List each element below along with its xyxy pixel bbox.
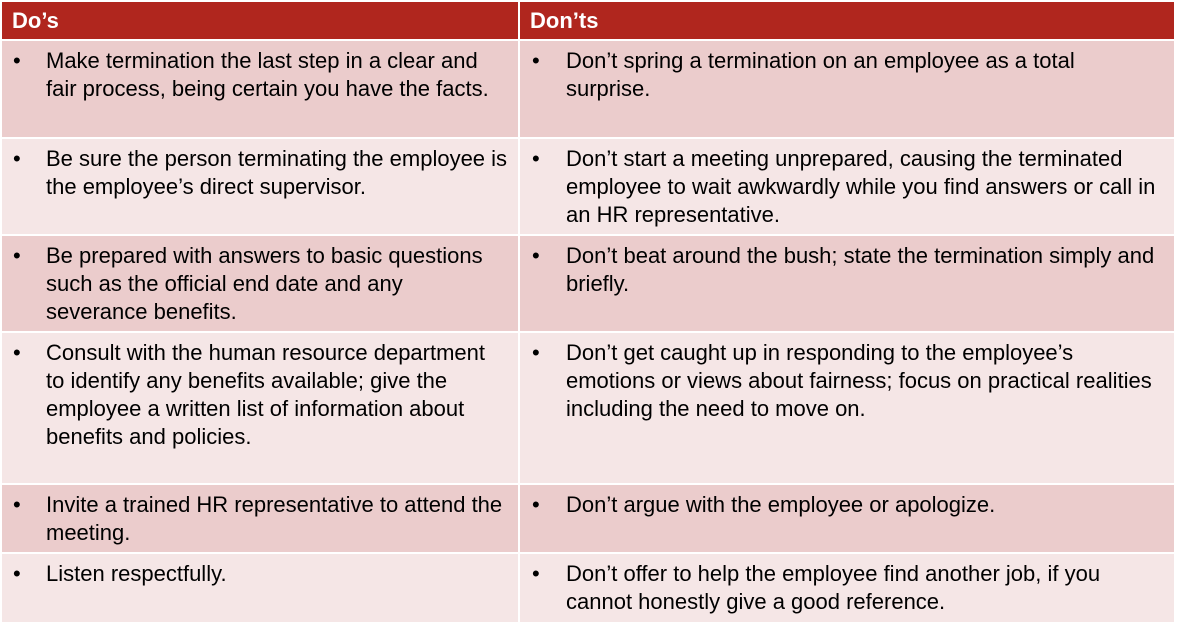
do-cell-6	[2, 554, 518, 622]
bullet-icon: •	[13, 243, 21, 268]
dont-cell-4	[520, 333, 1174, 483]
dos-donts-table	[2, 2, 1172, 622]
bullet-icon: •	[13, 492, 21, 517]
dont-text-1: Don’t spring a termination on an employee as a total surprise.	[566, 48, 1075, 101]
bullet-icon: •	[532, 243, 540, 268]
dont-text-4: Don’t get caught up in responding to the employee’s emotions or views about fairness; focus on practical realities including the need to move on.	[566, 340, 1152, 421]
bullet-icon: •	[13, 48, 21, 73]
bullet-icon: •	[532, 48, 540, 73]
dont-text-5: Don’t argue with the employee or apologize.	[566, 492, 996, 517]
do-text-3: Be prepared with answers to basic questions such as the official end date and any severance benefits.	[46, 243, 483, 324]
dont-cell-6	[520, 554, 1174, 622]
do-cell-2	[2, 139, 518, 234]
do-text-1: Make termination the last step in a clear and fair process, being certain you have the facts.	[46, 48, 489, 101]
dont-cell-2	[520, 139, 1174, 234]
do-cell-1	[2, 41, 518, 137]
do-text-4: Consult with the human resource department to identify any benefits available; give the employee a written list of information about benefits and policies.	[46, 340, 486, 449]
bullet-icon: •	[532, 492, 540, 517]
header-dos: Do’s	[2, 2, 518, 39]
do-text-6: Listen respectfully.	[46, 561, 227, 586]
bullet-icon: •	[532, 146, 540, 171]
dont-cell-5	[520, 485, 1174, 552]
header-donts: Don’ts	[520, 2, 1174, 39]
bullet-icon: •	[532, 340, 540, 365]
do-cell-5	[2, 485, 518, 552]
bullet-icon: •	[13, 561, 21, 586]
do-cell-4	[2, 333, 518, 483]
dont-cell-3	[520, 236, 1174, 331]
do-text-5: Invite a trained HR representative to attend the meeting.	[46, 492, 503, 545]
dont-text-2: Don’t start a meeting unprepared, causing the terminated employee to wait awkwardly while you find answers or call in an HR representative.	[566, 146, 1156, 227]
dont-text-6: Don’t offer to help the employee find another job, if you cannot honestly give a good reference.	[566, 561, 1101, 614]
bullet-icon: •	[532, 561, 540, 586]
do-cell-3	[2, 236, 518, 331]
dont-cell-1	[520, 41, 1174, 137]
dont-text-3: Don’t beat around the bush; state the termination simply and briefly.	[566, 243, 1155, 296]
do-text-2: Be sure the person terminating the employee is the employee’s direct supervisor.	[46, 146, 508, 199]
bullet-icon: •	[13, 340, 21, 365]
bullet-icon: •	[13, 146, 21, 171]
